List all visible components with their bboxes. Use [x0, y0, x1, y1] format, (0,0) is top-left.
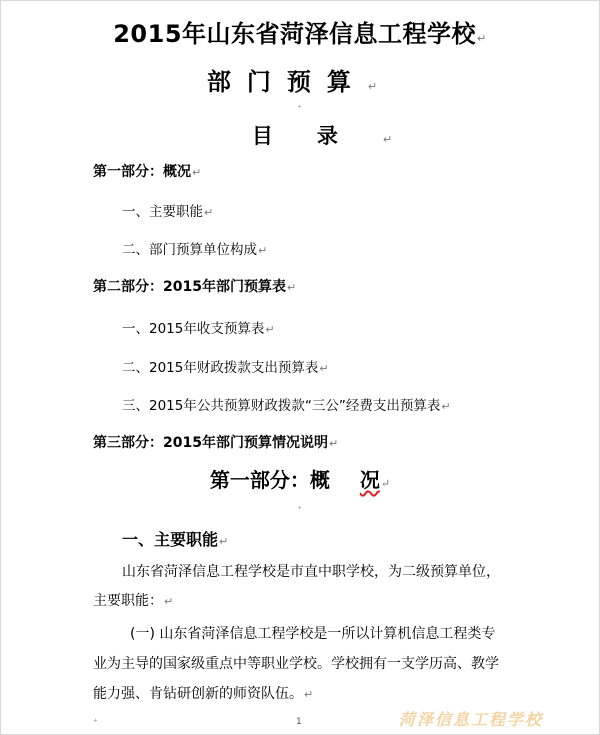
paragraph-mark: ↵	[219, 535, 229, 548]
paragraph-mark: ↵	[258, 244, 268, 257]
section-heading: 第一部分：概 况↵	[209, 468, 391, 492]
page-number: 1	[296, 717, 302, 727]
toc-part-2: 第二部分：2015年部门预算表↵	[93, 279, 297, 295]
paragraph-mark: ↵	[192, 166, 202, 179]
empty-line-mark: ⁺	[93, 718, 98, 728]
paragraph-mark: ↵	[382, 133, 393, 146]
toc-part-1: 第一部分：概况↵	[93, 164, 202, 180]
paragraph-mark: ↵	[319, 362, 329, 375]
paragraph-mark: ↵	[204, 206, 214, 219]
toc-item: 三、2015年公共预算财政拨款“三公”经费支出预算表↵	[122, 398, 451, 414]
paragraph-mark: ↵	[477, 32, 487, 45]
paragraph-mark: ↵	[265, 323, 275, 336]
toc-item: 一、2015年收支预算表↵	[122, 321, 275, 337]
toc-item: 二、2015年财政拨款支出预算表↵	[122, 360, 329, 376]
toc-item: 一、主要职能↵	[122, 204, 214, 220]
body-paragraph-line: 能力强、肯钻研创新的师资队伍。↵	[93, 686, 314, 702]
watermark-logo: 菏泽信息工程学校	[399, 710, 544, 729]
body-paragraph-line: 业为主导的国家级重点中等职业学校。学校拥有一支学历高、教学	[93, 656, 499, 672]
document-subtitle: 部门预算↵	[206, 68, 394, 96]
spellcheck-underline: 况	[359, 468, 380, 492]
paragraph-mark: ↵	[380, 477, 391, 490]
toc-item: 二、部门预算单位构成↵	[122, 242, 268, 258]
toc-part-3: 第三部分：2015年部门预算情况说明↵	[93, 435, 339, 451]
body-paragraph-line: 主要职能：↵	[93, 593, 174, 609]
paragraph-mark: ↵	[164, 595, 174, 608]
paragraph-mark: ↵	[367, 80, 394, 93]
paragraph-mark: ↵	[286, 281, 297, 294]
paragraph-mark: ↵	[328, 437, 339, 450]
empty-line-mark: ⁺	[297, 505, 302, 515]
paragraph-mark: ↵	[441, 400, 451, 413]
empty-line-mark: ⁺	[297, 104, 302, 114]
toc-heading: 目录↵	[251, 124, 393, 148]
body-paragraph-line: 山东省菏泽信息工程学校是市直中职学校，为二级预算单位，	[122, 564, 500, 580]
body-paragraph-line: (一) 山东省菏泽信息工程学校是一所以计算机信息工程类专	[130, 626, 496, 642]
document-title: 2015年山东省菏泽信息工程学校↵	[113, 20, 487, 48]
subsection-heading: 一、主要职能↵	[122, 530, 229, 549]
paragraph-mark: ↵	[304, 688, 314, 701]
